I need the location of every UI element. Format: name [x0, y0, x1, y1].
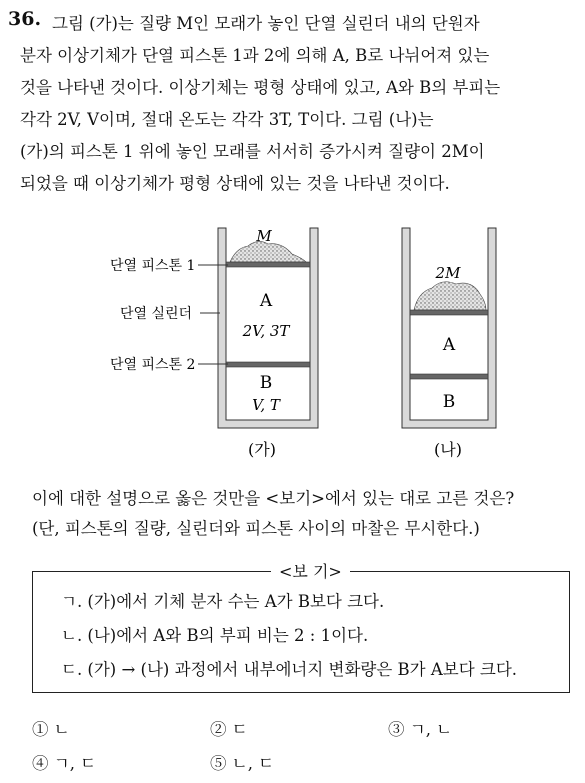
choice-text: ㄱ, ㄴ [409, 720, 453, 739]
prompt-line: (단, 피스톤의 질량, 실린더와 피스톤 사이의 마찰은 무시한다.) [32, 519, 480, 538]
passage-line: 각각 2V, V이며, 절대 온도는 각각 3T, T이다. 그림 (나)는 [20, 110, 434, 129]
prompt-line: 이에 대한 설명으로 옳은 것만을 <보기>에서 있는 대로 고른 것은? [32, 489, 515, 508]
choice-5[interactable] [210, 750, 274, 774]
bogi-item: ㄴ. (나)에서 A와 B의 부피 비는 2 : 1이다. [61, 626, 369, 645]
sand-mass-label: 2M [435, 264, 461, 282]
choice-text: ㄱ, ㄷ [53, 754, 97, 773]
choice-3[interactable] [388, 716, 452, 740]
label-piston-2: 단열 피스톤 2 [110, 357, 196, 373]
piston-2 [410, 374, 488, 379]
bogi-item: ㄷ. (가) → (나) 과정에서 내부에너지 변화량은 B가 A보다 크다. [61, 660, 518, 679]
cylinder-figure [0, 210, 585, 470]
choice-number: ① [32, 720, 49, 739]
piston-2 [226, 362, 310, 367]
sand-pile [414, 282, 486, 310]
choice-number: ⑤ [210, 754, 227, 773]
gas-a-state: 2V, 3T [242, 322, 290, 340]
gas-b-label: B [442, 392, 456, 412]
gas-a-label: A [442, 335, 456, 355]
piston-1 [226, 262, 310, 267]
choice-number: ② [210, 720, 227, 739]
figure-labels [110, 257, 228, 373]
gas-b-label: B [259, 373, 273, 393]
label-cylinder: 단열 실린더 [120, 306, 193, 322]
cylinder-na [402, 228, 496, 459]
choice-4[interactable] [32, 750, 96, 774]
sand-mass-label: M [256, 227, 272, 245]
caption-ga: (가) [248, 440, 276, 459]
choice-text: ㄴ [53, 720, 70, 739]
choice-number: ④ [32, 754, 49, 773]
choice-number: ③ [388, 720, 405, 739]
choice-text: ㄷ [231, 720, 248, 739]
bogi-title: <보 기> [271, 559, 350, 582]
choice-text: ㄴ, ㄷ [231, 754, 275, 773]
gas-b-state: V, T [252, 396, 280, 414]
passage-line: 그림 (가)는 질량 M인 모래가 놓인 단열 실린더 내의 단원자 [52, 14, 480, 33]
question-number: 36. [8, 8, 42, 30]
label-piston-1: 단열 피스톤 1 [110, 258, 196, 274]
bogi-box [32, 562, 570, 693]
choice-1[interactable] [32, 716, 70, 740]
choice-2[interactable] [210, 716, 248, 740]
passage-line: 되었을 때 이상기체가 평형 상태에 있는 것을 나타낸 것이다. [20, 174, 450, 193]
passage-line: (가)의 피스톤 1 위에 놓인 모래를 서서히 증가시켜 질량이 2M이 [20, 142, 485, 161]
passage-line: 것을 나타낸 것이다. 이상기체는 평형 상태에 있고, A와 B의 부피는 [20, 78, 501, 97]
gas-a-label: A [259, 291, 273, 311]
passage-line: 분자 이상기체가 단열 피스톤 1과 2에 의해 A, B로 나뉘어져 있는 [20, 46, 490, 65]
cylinder-ga [218, 227, 318, 459]
question-prompt [32, 484, 580, 544]
piston-1 [410, 310, 488, 315]
bogi-item: ㄱ. (가)에서 기체 분자 수는 A가 B보다 크다. [61, 592, 385, 611]
caption-na: (나) [434, 440, 462, 459]
